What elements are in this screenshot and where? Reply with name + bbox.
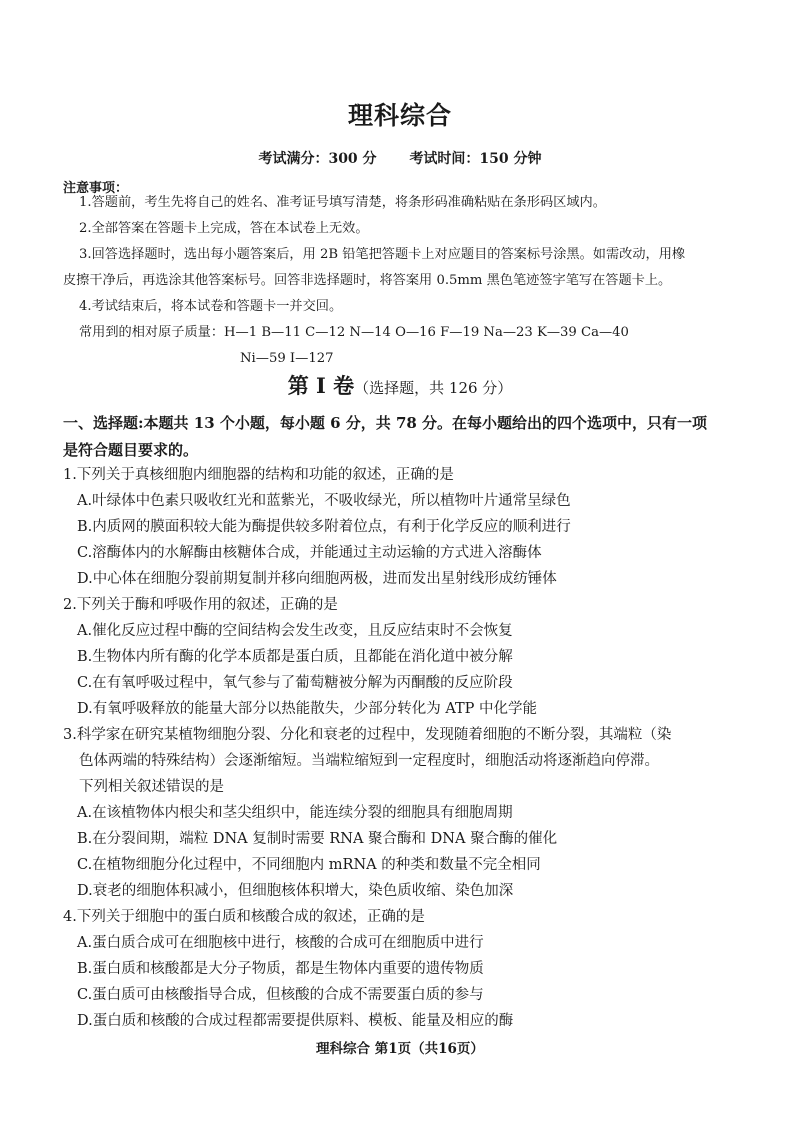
atomic-mass-line-1: 常用到的相对原子质量：H—1 B—11 C—12 N—14 O—16 F—19 Na—23 K—39 Ca—40	[79, 325, 629, 340]
question-stem: 2.下列关于酶和呼吸作用的叙述，正确的是	[63, 597, 338, 613]
option-d: D.有氧呼吸释放的能量大部分以热能散失，少部分转化为 ATP 中化学能	[77, 701, 538, 717]
page-footer: 理科综合 第1页（共16页）	[316, 1041, 484, 1057]
option-b: B.在分裂间期，端粒 DNA 复制时需要 RNA 聚合酶和 DNA 聚合酶的催化	[77, 831, 558, 847]
question-2	[63, 592, 739, 722]
option-c: C.溶酶体内的水解酶由核糖体合成，并能通过主动运输的方式进入溶酶体	[77, 545, 542, 561]
question-4	[63, 904, 739, 1034]
atomic-mass-line-2: Ni—59 I—127	[240, 351, 334, 366]
exam-info	[0, 148, 800, 168]
question-1	[63, 462, 739, 592]
volume-title	[0, 370, 800, 400]
page-title: 理科综合	[347, 101, 452, 130]
option-a: A.叶绿体中色素只吸收红光和蓝紫光，不吸收绿光，所以植物叶片通常呈绿色	[77, 493, 571, 509]
option-d: D.蛋白质和核酸的合成过程都需要提供原料、模板、能量及相应的酶	[77, 1013, 514, 1029]
exam-time: 考试时间：150 分钟	[409, 151, 542, 167]
full-score: 考试满分：300 分	[258, 151, 377, 167]
note-2: 2.全部答案在答题卡上完成，答在本试卷上无效。	[79, 221, 369, 236]
option-d: D.中心体在细胞分裂前期复制并移向细胞两极，进而发出星射线形成纺锤体	[77, 571, 557, 587]
option-b: B.蛋白质和核酸都是大分子物质，都是生物体内重要的遗传物质	[77, 961, 484, 977]
question-stem-cont-1: 色体两端的特殊结构）会逐渐缩短。当端粒缩短到一定程度时，细胞活动将逐渐趋向停滞。	[79, 753, 659, 769]
question-stem: 1.下列关于真核细胞内细胞器的结构和功能的叙述，正确的是	[63, 467, 454, 483]
volume-main: 第 I 卷	[287, 373, 355, 398]
option-c: C.在植物细胞分化过程中，不同细胞内 mRNA 的种类和数量不完全相同	[77, 857, 541, 873]
option-c: C.在有氧呼吸过程中，氧气参与了葡萄糖被分解为丙酮酸的反应阶段	[77, 675, 513, 691]
option-b: B.内质网的膜面积较大能为酶提供较多附着位点，有利于化学反应的顺利进行	[77, 519, 571, 535]
option-a: A.蛋白质合成可在细胞核中进行，核酸的合成可在细胞质中进行	[77, 935, 484, 951]
section-heading: 一、选择题:本题共 13 个小题，每小题 6 分，共 78 分。在每小题给出的四个选项中，只有一项 是符合题目要求的。	[63, 414, 708, 459]
question-stem: 4.下列关于细胞中的蛋白质和核酸合成的叙述，正确的是	[63, 909, 425, 925]
option-a: A.催化反应过程中酶的空间结构会发生改变，且反应结束时不会恢复	[77, 623, 513, 639]
question-3	[63, 722, 739, 904]
note-3: 3.回答选择题时，选出每小题答案后，用 2B 铅笔把答题卡上对应题目的答案标号涂黑。如需改动，用橡	[79, 247, 686, 262]
option-c: C.蛋白质可由核酸指导合成，但核酸的合成不需要蛋白质的参与	[77, 987, 484, 1003]
note-4: 4.考试结束后，将本试卷和答题卡一并交回。	[79, 299, 343, 314]
note-1: 1.答题前，考生先将自己的姓名、准考证号填写清楚，将条形码准确粘贴在条形码区域内。	[79, 195, 606, 210]
option-d: D.衰老的细胞体积减小，但细胞核体积增大，染色质收缩、染色加深	[77, 883, 514, 899]
question-stem-cont-2: 下列相关叙述错误的是	[79, 779, 224, 795]
volume-sub: （选择题，共 126 分）	[354, 379, 513, 397]
notes-heading: 注意事项：	[63, 181, 129, 196]
question-stem: 3.科学家在研究某植物细胞分裂、分化和衰老的过程中，发现随着细胞的不断分裂，其端粒（染	[63, 727, 672, 743]
option-b: B.生物体内所有酶的化学本质都是蛋白质，且都能在消化道中被分解	[77, 649, 513, 665]
note-3-cont: 皮擦干净后，再选涂其他答案标号。回答非选择题时，将答案用 0.5mm 黑色笔迹签字笔写在答题卡上。	[63, 273, 672, 288]
option-a: A.在该植物体内根尖和茎尖组织中，能连续分裂的细胞具有细胞周期	[77, 805, 513, 821]
